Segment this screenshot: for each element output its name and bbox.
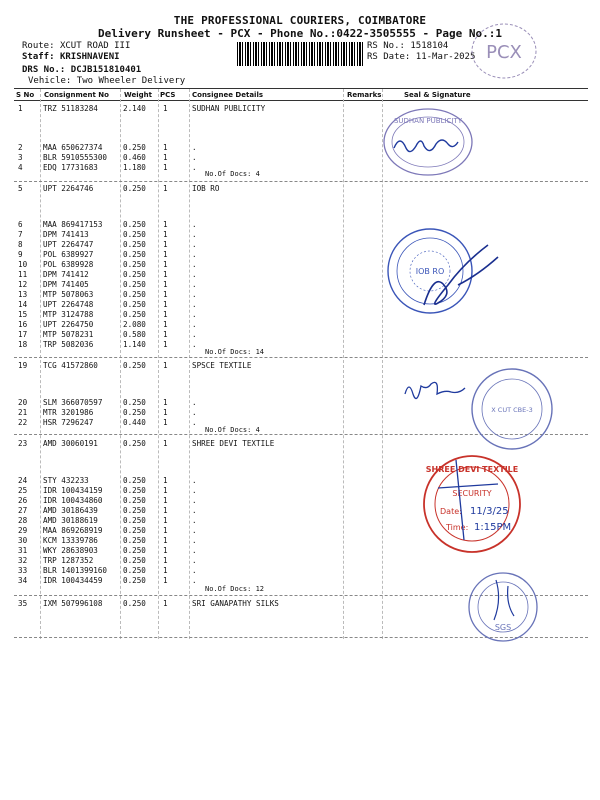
- row-pcs: 1: [163, 516, 168, 525]
- row-sno: 30: [18, 536, 28, 545]
- row-pcs: 1: [163, 270, 168, 279]
- row-consignment: KCM 13339786: [43, 536, 98, 545]
- row-sno: 19: [18, 361, 28, 370]
- row-weight: 0.250: [123, 476, 146, 485]
- row-consignment: IDR 100434459: [43, 576, 103, 585]
- row-weight: 0.250: [123, 280, 146, 289]
- row-sno: 25: [18, 486, 28, 495]
- row-weight: 0.250: [123, 230, 146, 239]
- row-weight: 0.250: [123, 566, 146, 575]
- row-weight: 0.250: [123, 290, 146, 299]
- row-weight: 0.250: [123, 439, 146, 448]
- row-weight: 0.250: [123, 220, 146, 229]
- row-consignment: WKY 28638903: [43, 546, 98, 555]
- row-pcs: 1: [163, 163, 168, 172]
- row-sno: 27: [18, 506, 28, 515]
- doc-count: No.Of Docs: 4: [205, 170, 260, 178]
- row-weight: 0.250: [123, 546, 146, 555]
- row-pcs: 1: [163, 260, 168, 269]
- row-consignment: IDR 100434860: [43, 496, 103, 505]
- row-sno: 21: [18, 408, 28, 417]
- row-sno: 35: [18, 599, 28, 608]
- row-consignee: SPSCE TEXTILE: [192, 361, 252, 370]
- row-pcs: 1: [163, 408, 168, 417]
- header-bottom-border: [14, 100, 588, 101]
- row-consignee: .: [192, 526, 197, 535]
- col-pcs: PCS: [160, 91, 176, 99]
- row-consignment: UPT 2264748: [43, 300, 94, 309]
- row-sno: 4: [18, 163, 23, 172]
- row-consignee: .: [192, 516, 197, 525]
- row-weight: 2.140: [123, 104, 146, 113]
- row-sno: 1: [18, 104, 23, 113]
- row-consignment: UPT 2264750: [43, 320, 94, 329]
- row-weight: 0.250: [123, 486, 146, 495]
- row-pcs: 1: [163, 418, 168, 427]
- row-sno: 13: [18, 290, 28, 299]
- row-consignee: SUDHAN PUBLICITY: [192, 104, 266, 113]
- row-consignment: MAA 650627374: [43, 143, 103, 152]
- time-value: 1:15PM: [474, 522, 512, 533]
- col-sep: [40, 89, 41, 639]
- row-consignee: .: [192, 566, 197, 575]
- time-label: Time:: [446, 523, 469, 532]
- sudhan-publicity-stamp: [376, 104, 480, 182]
- row-weight: 0.580: [123, 330, 146, 339]
- row-pcs: 1: [163, 143, 168, 152]
- rs-date-line: RS Date: 11-Mar-2025: [367, 52, 476, 62]
- row-weight: 0.250: [123, 310, 146, 319]
- row-pcs: 1: [163, 476, 168, 485]
- row-sno: 12: [18, 280, 28, 289]
- row-sno: 6: [18, 220, 23, 229]
- date-value: 11/3/25: [470, 506, 509, 517]
- row-consignee: .: [192, 340, 197, 349]
- col-consignment: Consignment No: [44, 91, 109, 99]
- table-top-border: [14, 88, 588, 89]
- row-consignee: .: [192, 408, 197, 417]
- row-consignment: DPM 741413: [43, 230, 89, 239]
- row-sno: 11: [18, 270, 28, 279]
- row-pcs: 1: [163, 506, 168, 515]
- row-pcs: 1: [163, 240, 168, 249]
- row-pcs: 1: [163, 230, 168, 239]
- row-weight: 0.250: [123, 270, 146, 279]
- row-consignee: .: [192, 546, 197, 555]
- col-weight: Weight: [124, 91, 152, 99]
- row-consignment: IDR 100434159: [43, 486, 103, 495]
- row-consignment: MAA 869268919: [43, 526, 103, 535]
- staff-line: Staff: KRISHNAVENI: [22, 52, 120, 62]
- col-sep: [120, 89, 121, 639]
- row-pcs: 1: [163, 340, 168, 349]
- row-consignment: MTR 3201986: [43, 408, 94, 417]
- xcut-stamp-text: X CUT CBE-3: [491, 406, 533, 414]
- row-pcs: 1: [163, 310, 168, 319]
- row-sno: 3: [18, 153, 23, 162]
- row-weight: 0.250: [123, 260, 146, 269]
- row-pcs: 1: [163, 220, 168, 229]
- row-consignee: .: [192, 320, 197, 329]
- row-consignment: TRZ 51183284: [43, 104, 98, 113]
- row-weight: 1.140: [123, 340, 146, 349]
- row-pcs: 1: [163, 398, 168, 407]
- row-consignee: .: [192, 280, 197, 289]
- row-consignment: STY 432233: [43, 476, 89, 485]
- row-pcs: 1: [163, 526, 168, 535]
- row-consignee: .: [192, 496, 197, 505]
- row-pcs: 1: [163, 320, 168, 329]
- row-consignee: .: [192, 230, 197, 239]
- row-sno: 34: [18, 576, 28, 585]
- row-pcs: 1: [163, 104, 168, 113]
- row-pcs: 1: [163, 556, 168, 565]
- row-consignment: AMD 30060191: [43, 439, 98, 448]
- row-weight: 0.250: [123, 250, 146, 259]
- row-consignee: .: [192, 330, 197, 339]
- row-pcs: 1: [163, 184, 168, 193]
- row-weight: 0.460: [123, 153, 146, 162]
- row-sno: 29: [18, 526, 28, 535]
- row-pcs: 1: [163, 300, 168, 309]
- row-pcs: 1: [163, 566, 168, 575]
- row-sno: 8: [18, 240, 23, 249]
- pcx-stamp-text: PCX: [486, 42, 522, 63]
- iob-stamp-text: IOB RO: [415, 267, 445, 276]
- col-seal: Seal & Signature: [404, 91, 471, 99]
- row-consignee: .: [192, 260, 197, 269]
- row-weight: 0.250: [123, 398, 146, 407]
- row-consignment: IXM 507996108: [43, 599, 103, 608]
- row-sno: 18: [18, 340, 28, 349]
- row-weight: 0.250: [123, 496, 146, 505]
- sgs-stamp-text: SGS: [494, 623, 512, 632]
- row-pcs: 1: [163, 599, 168, 608]
- iob-stamp: [384, 225, 508, 317]
- signature-mark: [400, 368, 472, 418]
- row-consignment: UPT 2264747: [43, 240, 94, 249]
- row-weight: 0.250: [123, 556, 146, 565]
- row-consignee: .: [192, 153, 197, 162]
- runsheet-title: Delivery Runsheet - PCX - Phone No.:0422-3505555 - Page No.:1: [98, 27, 502, 40]
- row-pcs: 1: [163, 439, 168, 448]
- row-weight: 0.250: [123, 184, 146, 193]
- row-weight: 0.250: [123, 240, 146, 249]
- row-consignment: TRP 5082036: [43, 340, 94, 349]
- row-sno: 17: [18, 330, 28, 339]
- row-weight: 1.180: [123, 163, 146, 172]
- shree-devi-stamp: [412, 448, 536, 560]
- row-sno: 31: [18, 546, 28, 555]
- row-pcs: 1: [163, 153, 168, 162]
- row-pcs: 1: [163, 486, 168, 495]
- shree-stamp-text: SHREE DEVI TEXTILE: [425, 465, 519, 474]
- row-consignment: DPM 741412: [43, 270, 89, 279]
- col-sep: [343, 89, 344, 639]
- row-weight: 0.250: [123, 408, 146, 417]
- row-pcs: 1: [163, 576, 168, 585]
- group-separator: [14, 357, 588, 358]
- col-sep: [189, 89, 190, 639]
- row-consignment: MTP 5078063: [43, 290, 94, 299]
- row-weight: 0.250: [123, 361, 146, 370]
- row-sno: 7: [18, 230, 23, 239]
- row-sno: 32: [18, 556, 28, 565]
- col-sno: S No: [16, 91, 35, 99]
- row-weight: 0.250: [123, 506, 146, 515]
- row-sno: 23: [18, 439, 28, 448]
- row-sno: 15: [18, 310, 28, 319]
- row-sno: 33: [18, 566, 28, 575]
- row-weight: 0.250: [123, 576, 146, 585]
- row-weight: 0.250: [123, 516, 146, 525]
- row-consignment: AMD 30188619: [43, 516, 98, 525]
- row-consignment: MTP 3124788: [43, 310, 94, 319]
- row-sno: 26: [18, 496, 28, 505]
- row-consignment: DPM 741405: [43, 280, 89, 289]
- col-sep: [158, 89, 159, 639]
- row-consignee: .: [192, 290, 197, 299]
- row-weight: 0.250: [123, 526, 146, 535]
- row-pcs: 1: [163, 536, 168, 545]
- row-consignee: .: [192, 143, 197, 152]
- row-consignee: .: [192, 270, 197, 279]
- vehicle-line: Vehicle: Two Wheeler Delivery: [28, 76, 186, 86]
- date-label: Date:: [440, 507, 462, 516]
- pcx-stamp: [468, 20, 540, 82]
- row-consignee: SRI GANAPATHY SILKS: [192, 599, 279, 608]
- row-consignee: IOB RO: [192, 184, 220, 193]
- sgs-stamp: [460, 570, 546, 644]
- doc-count: No.Of Docs: 14: [205, 348, 265, 356]
- row-weight: 0.250: [123, 599, 146, 608]
- row-consignment: TCG 41572860: [43, 361, 98, 370]
- xcut-stamp: [466, 366, 558, 452]
- rs-no-line: RS No.: 1518104: [367, 41, 449, 51]
- row-consignment: AMD 30186439: [43, 506, 98, 515]
- row-consignee: .: [192, 486, 197, 495]
- row-pcs: 1: [163, 290, 168, 299]
- row-sno: 10: [18, 260, 28, 269]
- row-consignment: SLM 366070597: [43, 398, 103, 407]
- row-consignee: .: [192, 163, 197, 172]
- row-weight: 0.250: [123, 143, 146, 152]
- row-consignment: POL 6389928: [43, 260, 94, 269]
- col-consignee: Consignee Details: [192, 91, 264, 99]
- row-consignment: EDQ 17731683: [43, 163, 98, 172]
- row-consignee: .: [192, 310, 197, 319]
- company-name: THE PROFESSIONAL COURIERS, COIMBATORE: [173, 14, 427, 27]
- row-sno: 14: [18, 300, 28, 309]
- row-weight: 0.250: [123, 536, 146, 545]
- row-consignee: .: [192, 418, 197, 427]
- row-weight: 0.440: [123, 418, 146, 427]
- row-consignee: .: [192, 536, 197, 545]
- security-text: SECURITY: [452, 489, 492, 498]
- row-consignment: HSR 7296247: [43, 418, 94, 427]
- row-consignee: .: [192, 476, 197, 485]
- row-sno: 2: [18, 143, 23, 152]
- row-consignee: .: [192, 220, 197, 229]
- group-separator: [14, 181, 588, 182]
- row-consignment: BLR 5910555300: [43, 153, 108, 162]
- row-consignee: .: [192, 576, 197, 585]
- row-pcs: 1: [163, 496, 168, 505]
- row-sno: 20: [18, 398, 28, 407]
- row-consignment: BLR 1401399160: [43, 566, 108, 575]
- col-remarks: Remarks: [347, 91, 382, 99]
- row-consignee: SHREE DEVI TEXTILE: [192, 439, 275, 448]
- row-consignment: MAA 869417153: [43, 220, 103, 229]
- row-weight: 2.080: [123, 320, 146, 329]
- doc-count: No.Of Docs: 12: [205, 585, 265, 593]
- row-consignee: .: [192, 250, 197, 259]
- row-consignment: UPT 2264746: [43, 184, 94, 193]
- sudhan-stamp-text: SUDHAN PUBLICITY: [393, 117, 463, 125]
- row-pcs: 1: [163, 250, 168, 259]
- row-consignee: .: [192, 300, 197, 309]
- row-consignee: .: [192, 398, 197, 407]
- row-consignee: .: [192, 556, 197, 565]
- row-consignment: POL 6389927: [43, 250, 94, 259]
- row-sno: 28: [18, 516, 28, 525]
- row-sno: 24: [18, 476, 28, 485]
- row-consignment: MTP 5078231: [43, 330, 94, 339]
- row-consignment: TRP 1287352: [43, 556, 94, 565]
- row-sno: 22: [18, 418, 28, 427]
- row-consignee: .: [192, 506, 197, 515]
- row-sno: 5: [18, 184, 23, 193]
- row-sno: 9: [18, 250, 23, 259]
- drs-line: DRS No.: DCJB151810401: [22, 65, 142, 75]
- row-consignee: .: [192, 240, 197, 249]
- row-pcs: 1: [163, 546, 168, 555]
- barcode: [237, 42, 363, 66]
- route-line: Route: XCUT ROAD III: [22, 41, 131, 51]
- row-pcs: 1: [163, 280, 168, 289]
- row-pcs: 1: [163, 330, 168, 339]
- row-weight: 0.250: [123, 300, 146, 309]
- doc-count: No.Of Docs: 4: [205, 426, 260, 434]
- row-pcs: 1: [163, 361, 168, 370]
- row-sno: 16: [18, 320, 28, 329]
